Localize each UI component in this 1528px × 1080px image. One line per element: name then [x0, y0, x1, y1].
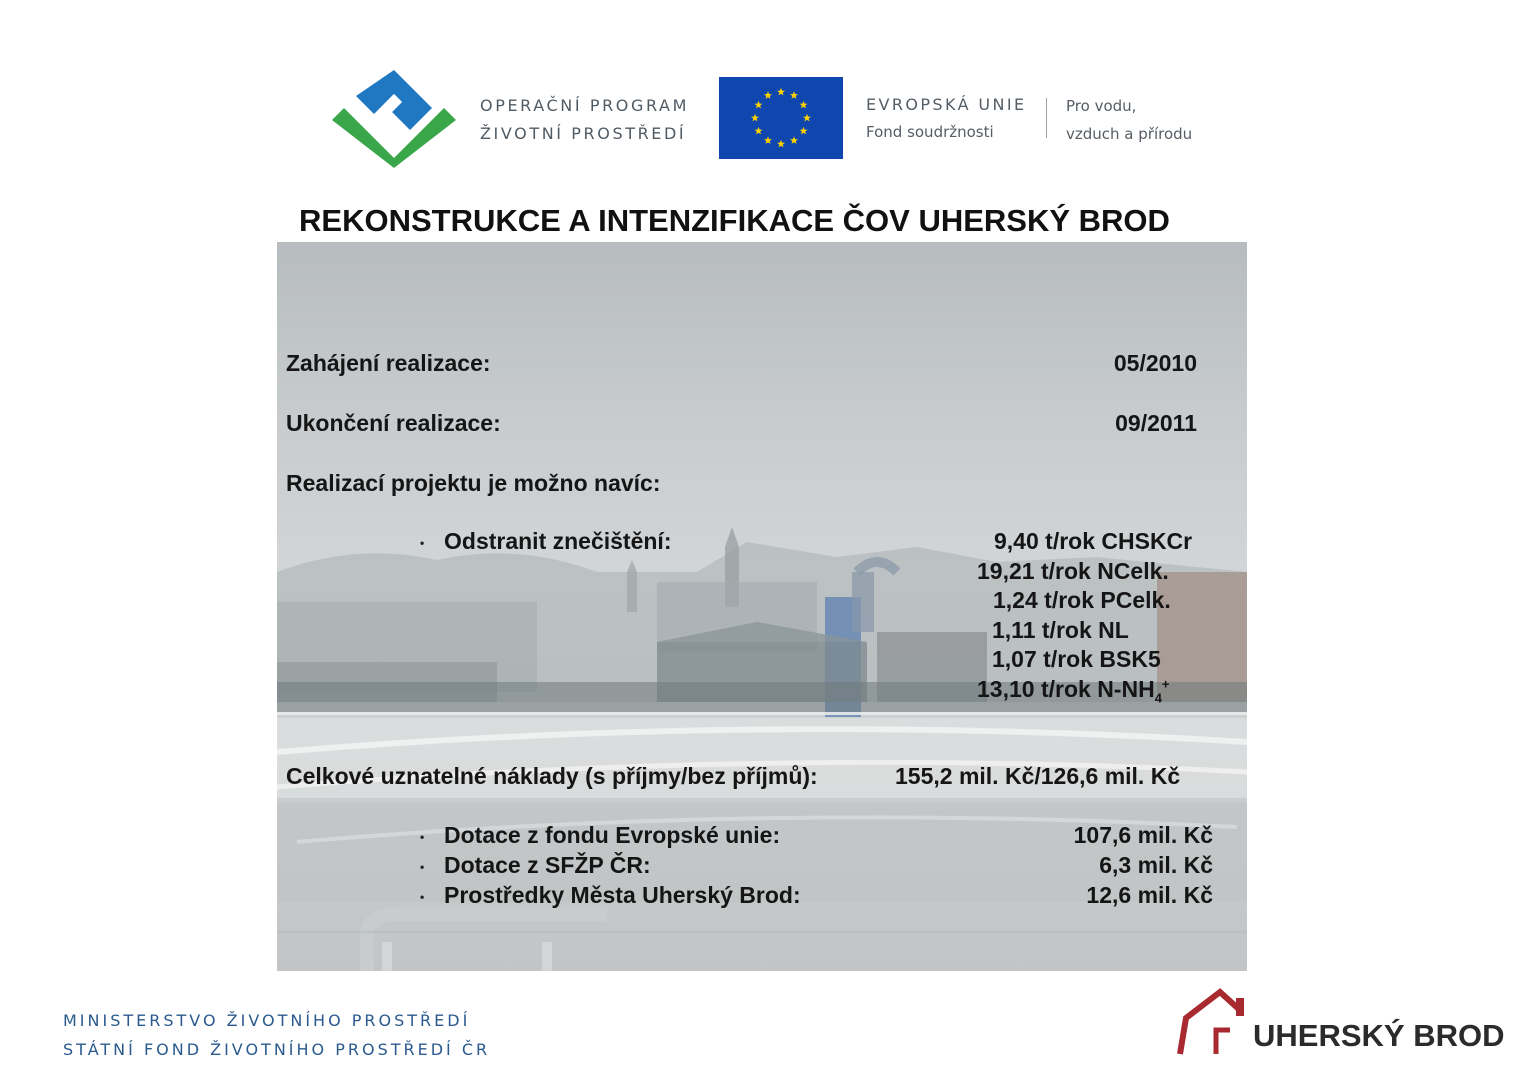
pollutant-row — [993, 587, 1171, 614]
ammonium-superscript: + — [1161, 676, 1170, 692]
pollutant-substance: BSK5 — [1099, 646, 1161, 672]
pollutant-row — [977, 676, 1170, 706]
sfzp-subsidy-label: Dotace z SFŽP ČR: — [444, 852, 651, 878]
pollutant-unit: t/rok — [1045, 528, 1095, 554]
pollutant-amount: 1,24 — [993, 587, 1038, 613]
eu-slogan — [1066, 92, 1192, 148]
pollutant-row — [992, 617, 1129, 644]
pollutant-unit: t/rok — [1044, 587, 1094, 613]
ammonium-formula: N-NH — [1097, 676, 1155, 702]
opzp-line-2: ŽIVOTNÍ PROSTŘEDÍ — [480, 124, 687, 143]
opzp-line-1: OPERAČNÍ PROGRAM — [480, 96, 690, 115]
pollutant-row — [992, 646, 1161, 673]
eu-label — [866, 92, 1027, 146]
pollutant-unit: t/rok — [1043, 646, 1093, 672]
pollution-label: Odstranit znečištění: — [444, 528, 672, 554]
pollutant-substance: NCelk. — [1097, 558, 1169, 584]
total-costs-value: 155,2 mil. Kč/126,6 mil. Kč — [895, 763, 1181, 789]
bullet-marker: • — [420, 830, 425, 844]
eu-subsidy-value: 107,6 mil. Kč — [1073, 822, 1213, 848]
pollutant-unit: t/rok — [1040, 558, 1091, 584]
pollutant-substance: PCelk. — [1100, 587, 1171, 613]
ministry-line-2: STÁTNÍ FOND ŽIVOTNÍHO PROSTŘEDÍ ČR — [63, 1040, 491, 1059]
opzp-program-name — [480, 92, 689, 148]
pollutant-amount: 9,40 — [994, 528, 1039, 554]
pollutant-unit: t/rok — [1041, 617, 1092, 643]
start-value: 05/2010 — [1113, 350, 1197, 376]
ammonium-subscript: 4 — [1154, 690, 1162, 706]
eu-subsidy-label: Dotace z fondu Evropské unie: — [444, 822, 781, 848]
ministry-line-1: MINISTERSTVO ŽIVOTNÍHO PROSTŘEDÍ — [63, 1011, 471, 1030]
pollutant-row — [994, 528, 1192, 555]
end-value: 09/2011 — [1115, 410, 1197, 436]
bullet-marker: • — [420, 890, 425, 904]
city-funds-label: Prostředky Města Uherský Brod: — [444, 882, 801, 908]
pollutant-substance: CHSKCr — [1101, 528, 1193, 554]
pollutant-amount: 1,11 — [992, 617, 1036, 643]
pollutant-substance: NL — [1098, 617, 1129, 643]
opzp-logo — [330, 68, 458, 170]
pollutant-amount: 1,07 — [992, 646, 1037, 672]
pollutant-row — [977, 558, 1169, 585]
start-label: Zahájení realizace: — [286, 350, 491, 376]
total-costs-label: Celkové uznatelné náklady (s příjmy/bez příjmů): — [286, 763, 818, 789]
bullet-marker: • — [420, 536, 425, 550]
eu-line-1: EVROPSKÁ UNIE — [866, 95, 1027, 114]
slogan-line-2: vzduch a přírodu — [1066, 125, 1193, 143]
benefits-intro: Realizací projektu je možno navíc: — [286, 470, 661, 496]
slogan-line-1: Pro vodu, — [1066, 97, 1137, 115]
pollutant-amount: 19,21 — [977, 558, 1035, 584]
header-divider — [1046, 98, 1047, 138]
ministry-block — [63, 1006, 490, 1064]
end-label: Ukončení realizace: — [286, 410, 501, 436]
eu-line-2: Fond soudržnosti — [866, 123, 994, 141]
pollutant-substance — [1097, 676, 1170, 706]
pollutant-amount: 13,10 — [977, 676, 1035, 702]
pollutant-unit: t/rok — [1040, 676, 1091, 702]
city-name: UHERSKÝ BROD — [1253, 1018, 1505, 1053]
page-title: REKONSTRUKCE A INTENZIFIKACE ČOV UHERSKÝ BROD — [299, 203, 1170, 238]
sfzp-subsidy-value: 6,3 mil. Kč — [1099, 852, 1213, 878]
wastewater-plant-photo — [277, 242, 1247, 971]
house-icon — [1176, 988, 1256, 1056]
city-funds-value: 12,6 mil. Kč — [1086, 882, 1213, 908]
bullet-marker: • — [420, 860, 425, 874]
eu-flag-icon — [719, 77, 843, 159]
